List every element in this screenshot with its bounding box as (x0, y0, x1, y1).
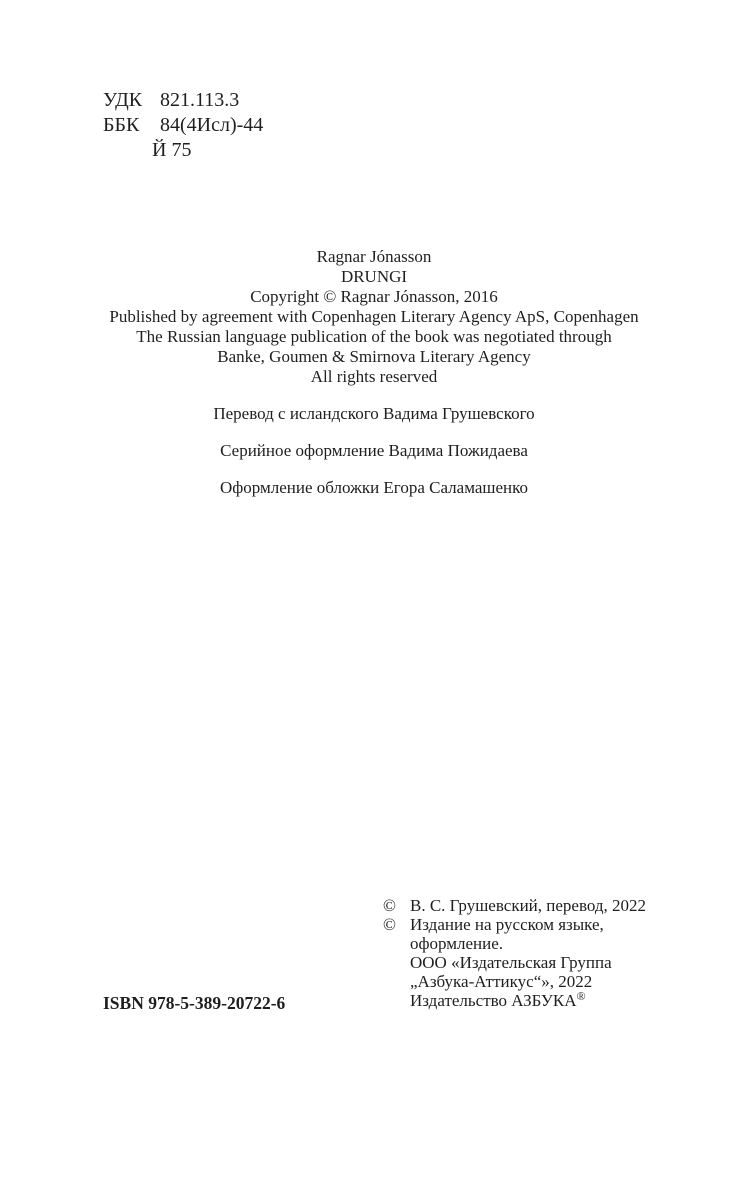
isbn: ISBN 978-5-389-20722-6 (103, 993, 286, 1013)
bbk-row (103, 113, 263, 138)
bbk-value: 84(4Исл)-44 (160, 114, 264, 136)
copyright-sign: © (383, 896, 396, 915)
original-title: DRUNGI (340, 267, 408, 286)
publication-line: Published by agreement with Copenhagen Literary Agency ApS, Copenhagen (109, 307, 639, 326)
udk-row (103, 88, 263, 113)
series-design-credit: Серийное оформление Вадима Пожидаева (220, 441, 528, 460)
original-copyright: Copyright © Ragnar Jónasson, 2016 (250, 287, 498, 306)
copyright-publisher-line: ООО «Издательская Группа (410, 953, 612, 972)
author-sign-row (103, 138, 263, 163)
publisher-brand-line (410, 991, 683, 1010)
publication-line: The Russian language publication of the book was negotiated through (136, 327, 612, 346)
registered-trademark-mark: ® (576, 989, 586, 1003)
bbk-label: ББК (103, 114, 140, 136)
original-author: Ragnar Jónasson (316, 247, 432, 266)
publisher-name: Издательство АЗБУКА (410, 991, 577, 1010)
copyright-publisher-line: оформление. (410, 934, 504, 953)
copyright-translator-line: В. С. Грушевский, перевод, 2022 (410, 896, 647, 915)
copyright-entry-translator (383, 896, 683, 915)
imprint-center-block (72, 247, 676, 498)
udk-value: 821.113.3 (160, 89, 240, 111)
translation-credit: Перевод с исландского Вадима Грушевского (213, 404, 535, 423)
author-sign-value: Й 75 (152, 139, 192, 161)
copyright-entry-publisher (383, 915, 683, 1010)
cover-design-credit: Оформление обложки Егора Саламашенко (219, 478, 529, 497)
publication-line: All rights reserved (310, 367, 438, 386)
classification-block (103, 88, 263, 163)
copyright-publisher-line: Издание на русском языке, (410, 915, 604, 934)
publication-line: Banke, Goumen & Smirnova Literary Agency (217, 347, 531, 366)
udk-label: УДК (103, 89, 143, 111)
copyright-sign: © (383, 915, 396, 934)
copyright-publisher-line: „Азбука-Аттикус“», 2022 (410, 972, 593, 991)
copyright-block (383, 896, 683, 1010)
